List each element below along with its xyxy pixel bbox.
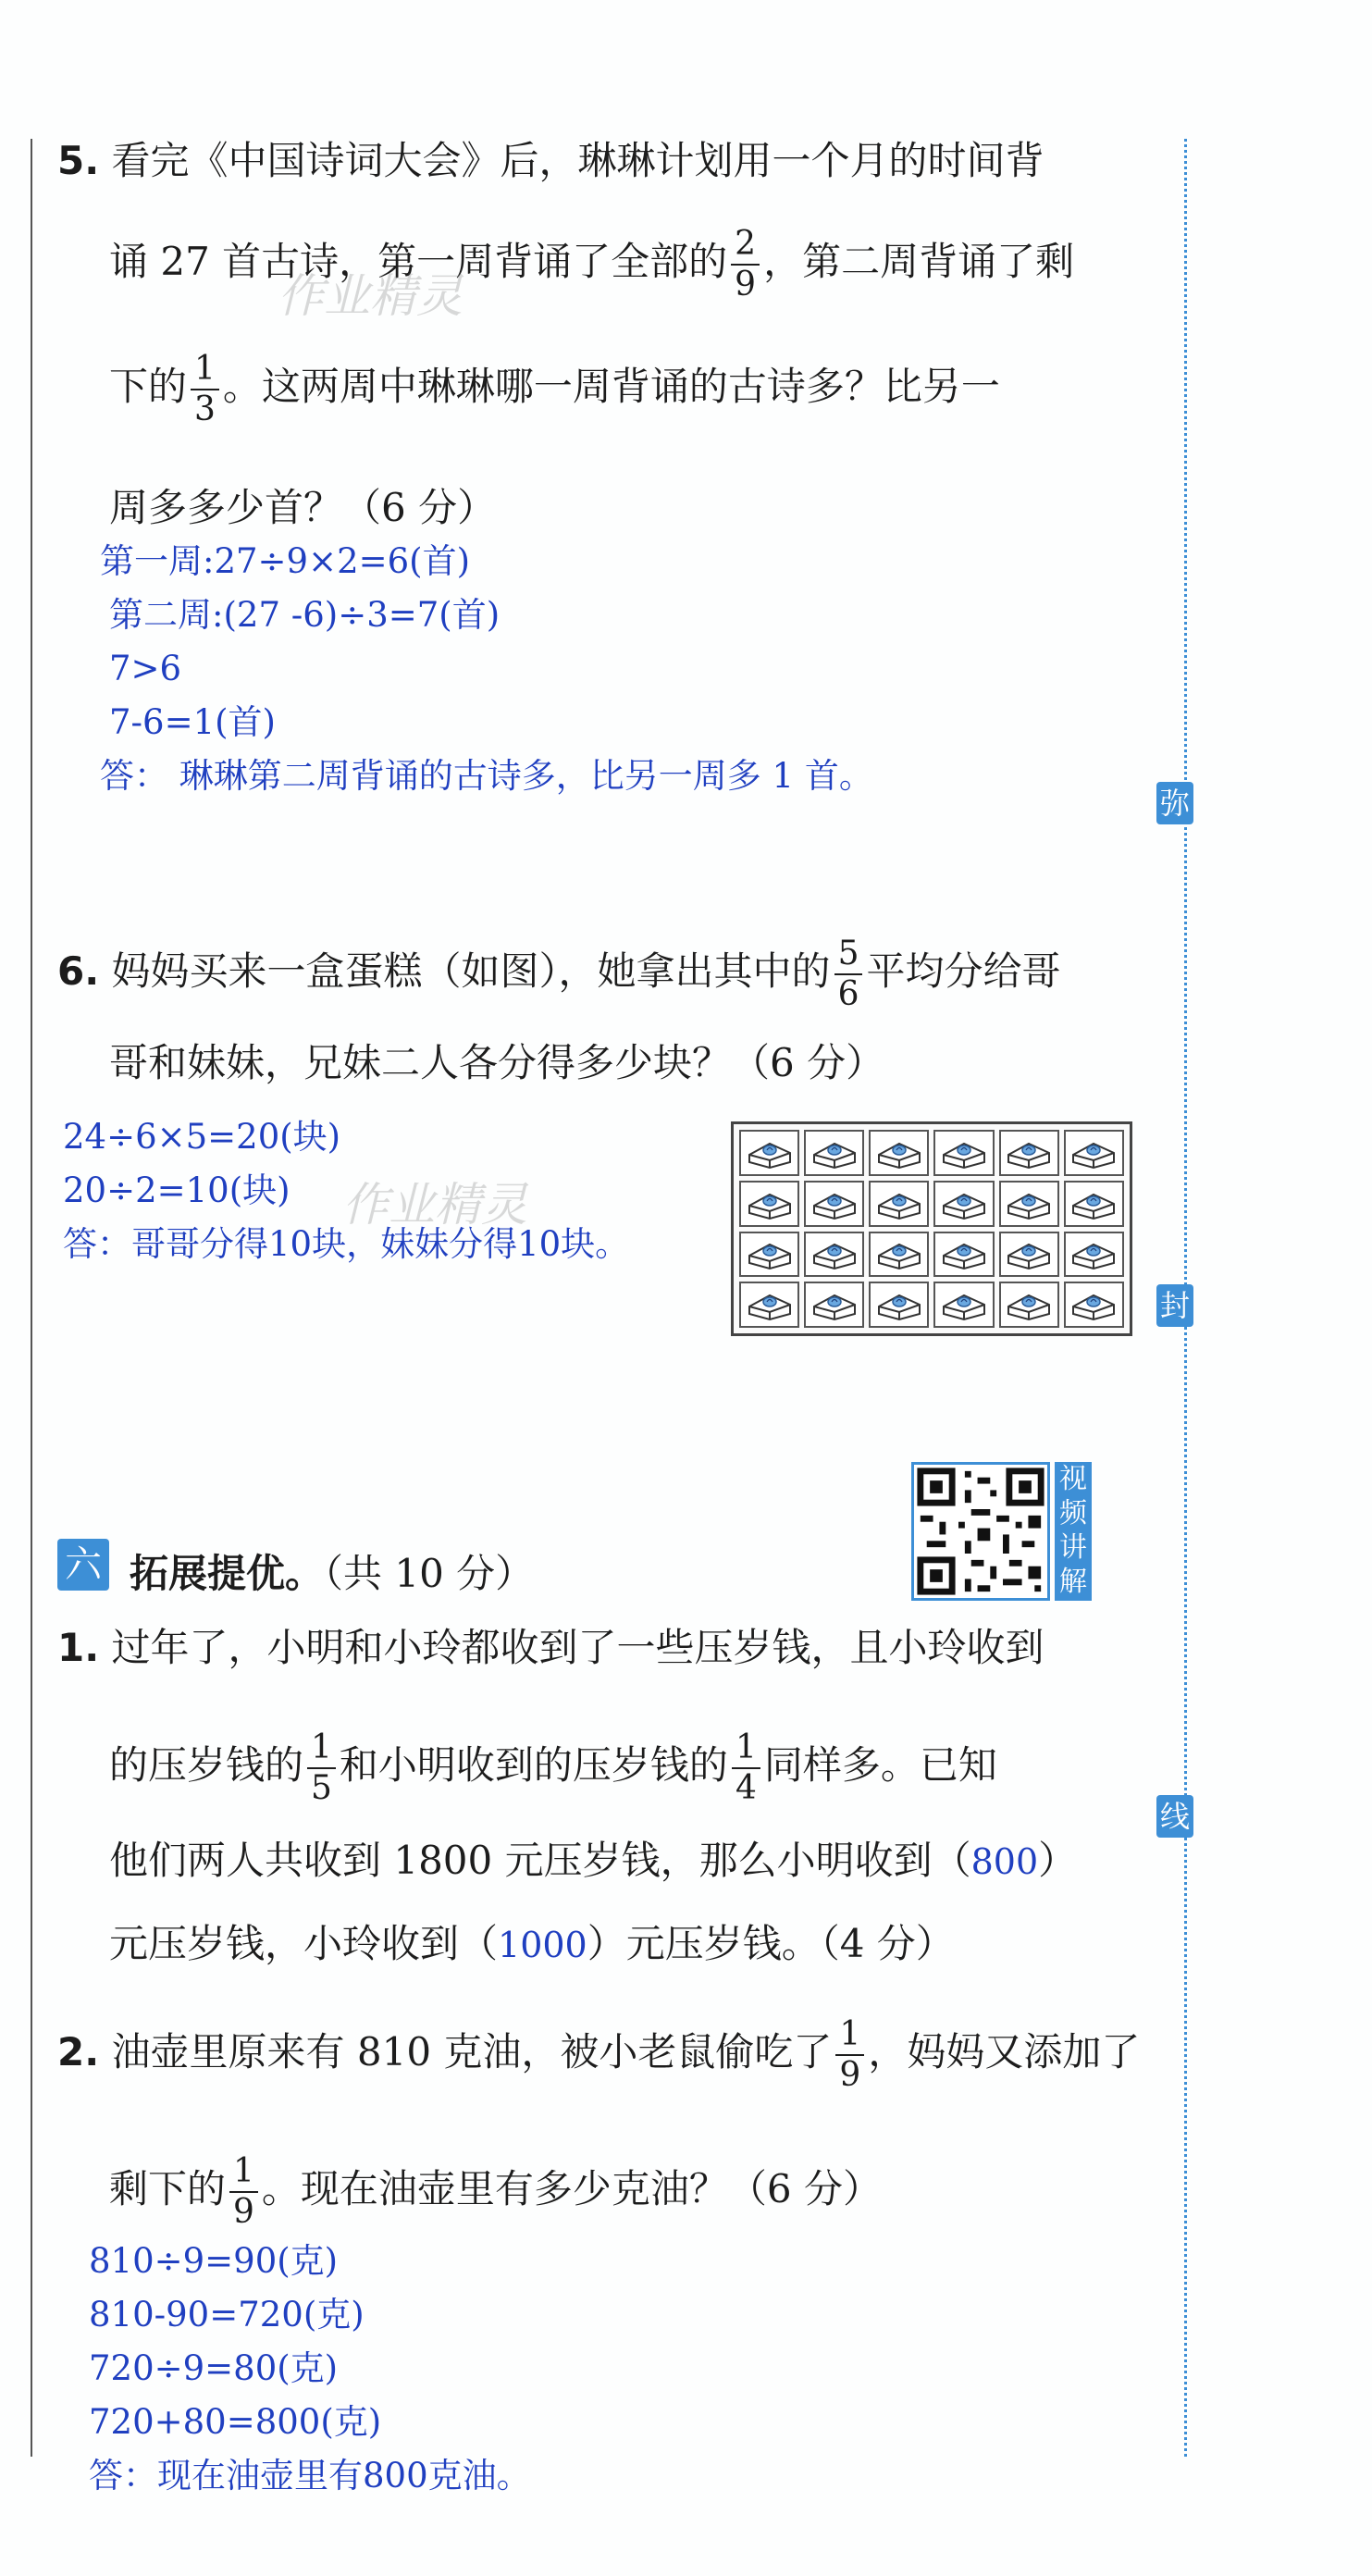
qr-pattern <box>914 1465 1047 1598</box>
cake-piece-icon <box>933 1181 994 1227</box>
cake-piece-icon <box>1064 1232 1124 1278</box>
cake-piece-icon <box>1064 1130 1124 1176</box>
q5-answer-final: 答： 琳琳第二周背诵的古诗多，比另一周多 1 首。 <box>100 756 873 796</box>
answer-blank-xiaoming[interactable]: 800 <box>970 1841 1039 1882</box>
s2-answer-3: 720÷9=80(克) <box>89 2348 339 2388</box>
fraction: $\frac{1}{9}$ <box>229 2154 258 2230</box>
cake-piece-icon <box>933 1232 994 1278</box>
cake-piece-icon <box>869 1130 929 1176</box>
cake-piece-icon <box>739 1130 799 1176</box>
cake-piece-icon <box>1064 1181 1124 1227</box>
left-margin-rule <box>31 139 32 2457</box>
cake-piece-icon <box>999 1181 1059 1227</box>
cake-box-figure <box>731 1121 1132 1336</box>
s1-line4: 元压岁钱，小玲收到（1000）元压岁钱。（4 分） <box>109 1921 955 1966</box>
qr-code-icon[interactable] <box>911 1462 1050 1601</box>
cake-piece-icon <box>804 1282 864 1328</box>
cake-piece-icon <box>999 1130 1059 1176</box>
cake-piece-icon <box>739 1181 799 1227</box>
cake-piece-icon <box>933 1282 994 1328</box>
fraction: $\frac{1}{5}$ <box>307 1730 336 1806</box>
q6-answer-1: 24÷6×5=20(块) <box>63 1117 341 1157</box>
cake-piece-icon <box>933 1130 994 1176</box>
q6-number: 6. <box>57 947 100 994</box>
s2-answer-1: 810÷9=90(克) <box>89 2241 339 2281</box>
video-explanation-label[interactable]: 视 频 讲 解 <box>1055 1462 1092 1601</box>
cake-piece-icon <box>999 1232 1059 1278</box>
q5-answer-2: 第二周:(27 -6)÷3=7(首) <box>109 595 501 635</box>
s2-answer-final: 答：现在油壶里有800克油。 <box>89 2456 531 2496</box>
q6-line1: 6. 妈妈买来一盒蛋糕（如图），她拿出其中的 $\frac{5}{6}$ 平均分给哥 <box>57 935 1061 1013</box>
fraction: $\frac{1}{4}$ <box>732 1730 760 1806</box>
q6-answer-2: 20÷2=10(块) <box>63 1170 290 1210</box>
q5-answer-1: 第一周:27÷9×2=6(首) <box>100 541 471 581</box>
s1-line2: 的压岁钱的 $\frac{1}{5}$ 和小明收到的压岁钱的 $\frac{1}{4}$ 同样多。已知 <box>109 1728 997 1807</box>
fraction: $\frac{5}{6}$ <box>834 936 863 1012</box>
q5-line2: 诵 27 首古诗，第一周背诵了全部的 $\frac{2}{9}$ ，第二周背诵了剩 <box>109 225 1075 303</box>
cake-piece-icon <box>869 1282 929 1328</box>
section-title: 拓展提优。（共 10 分） <box>130 1551 535 1596</box>
q5-line4: 周多多少首？（6 分） <box>109 485 497 530</box>
fraction: $\frac{1}{3}$ <box>191 352 219 427</box>
side-tab-xian: 线 <box>1156 1795 1193 1838</box>
q6-line2: 哥和妹妹，兄妹二人各分得多少块？（6 分） <box>109 1040 885 1085</box>
cake-piece-icon <box>869 1232 929 1278</box>
s1-line3: 他们两人共收到 1800 元压岁钱，那么小明收到（800） <box>109 1838 1078 1883</box>
cake-piece-icon <box>804 1232 864 1278</box>
q5-number: 5. <box>57 138 100 183</box>
s2-number: 2. <box>57 2028 100 2074</box>
cake-piece-icon <box>869 1181 929 1227</box>
fraction: $\frac{1}{9}$ <box>835 2017 864 2093</box>
cake-piece-icon <box>804 1130 864 1176</box>
cake-piece-icon <box>1064 1282 1124 1328</box>
section-badge: 六 <box>57 1539 109 1591</box>
q5-line1: 5. 看完《中国诗词大会》后，琳琳计划用一个月的时间背 <box>57 138 1044 183</box>
cake-piece-icon <box>739 1232 799 1278</box>
s1-number: 1. <box>57 1625 100 1670</box>
side-tab-feng: 封 <box>1156 1284 1193 1327</box>
watermark: 作业精灵 <box>342 1178 527 1232</box>
s2-answer-4: 720+80=800(克) <box>89 2402 382 2442</box>
q5-line3: 下的 $\frac{1}{3}$ 。这两周中琳琳哪一周背诵的古诗多？比另一 <box>109 350 1000 428</box>
answer-blank-xiaoling[interactable]: 1000 <box>498 1925 587 1965</box>
cake-piece-icon <box>804 1181 864 1227</box>
q6-answer-final: 答：哥哥分得10块，妹妹分得10块。 <box>63 1224 630 1264</box>
s2-line2: 剩下的 $\frac{1}{9}$ 。现在油壶里有多少克油？（6 分） <box>109 2152 882 2231</box>
s1-line1: 1. 过年了，小明和小玲都收到了一些压岁钱，且小玲收到 <box>57 1625 1044 1670</box>
watermark: 作业精灵 <box>278 269 463 323</box>
cake-piece-icon <box>739 1282 799 1328</box>
q5-answer-3: 7>6 <box>109 649 182 688</box>
fraction: $\frac{2}{9}$ <box>731 227 760 303</box>
cake-piece-icon <box>999 1282 1059 1328</box>
q5-answer-4: 7-6=1(首) <box>109 702 276 742</box>
s2-line1: 2. 油壶里原来有 810 克油，被小老鼠偷吃了 $\frac{1}{9}$ ，妈妈又添加了 <box>57 2015 1141 2094</box>
side-tab-mi: 弥 <box>1156 782 1193 824</box>
s2-answer-2: 810-90=720(克) <box>89 2295 365 2334</box>
